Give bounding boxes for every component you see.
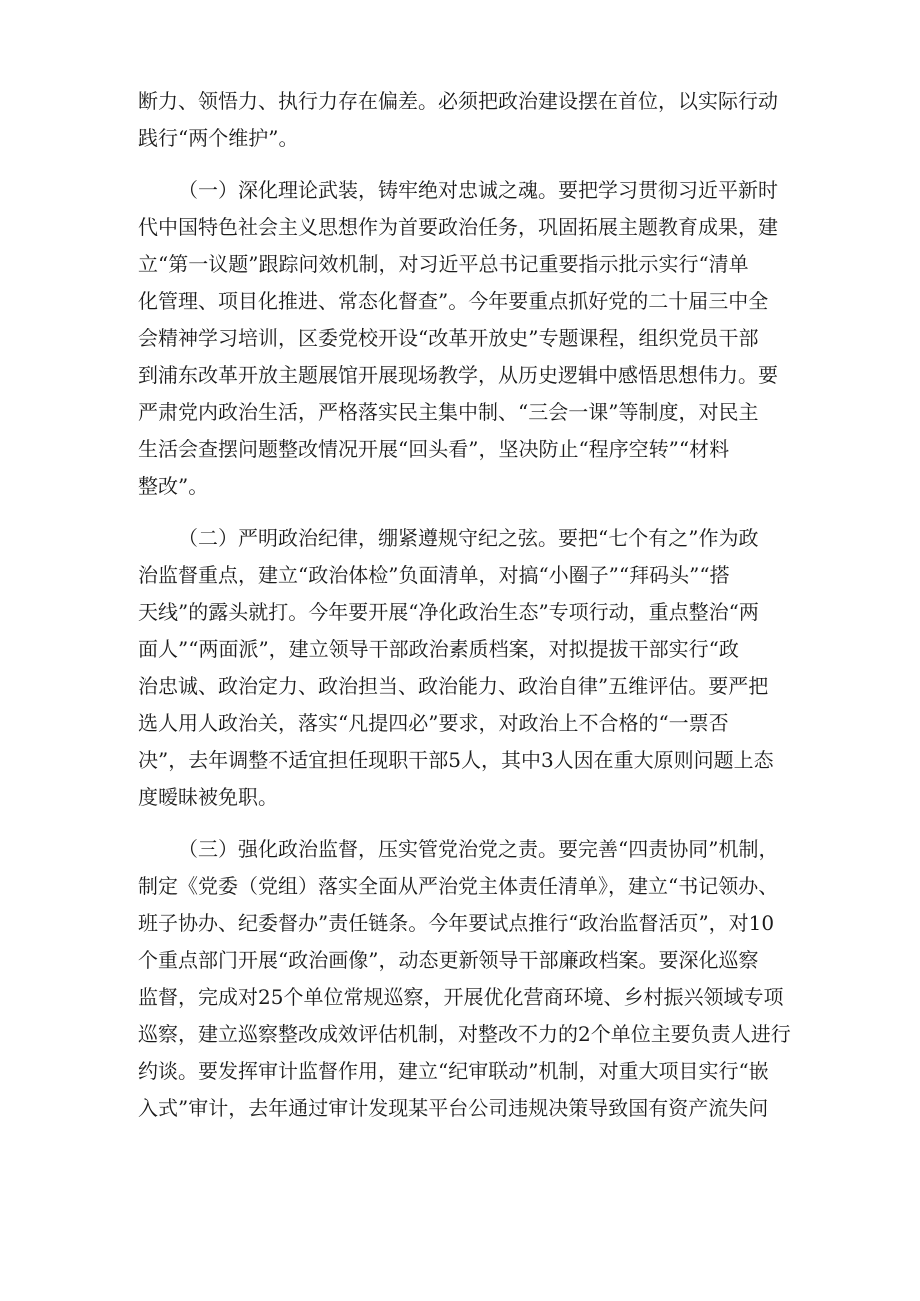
text-line: 约谈。要发挥审计监督作用，建立“纪审联动”机制，对重大项目实行“嵌 <box>138 1059 769 1083</box>
text-line: 制定《党委（党组）落实全面从严治党主体责任清单》，建立“书记领办、 <box>138 874 779 898</box>
text-line: 天线”的露头就打。今年要开展“净化政治生态”专项行动，重点整治“两 <box>138 600 759 624</box>
text-line: 治忠诚、政治定力、政治担当、政治能力、政治自律”五维评估。要严把 <box>138 674 769 698</box>
text-line: 会精神学习培训，区委党校开设“改革开放史”专题课程，组织党员干部 <box>138 326 759 350</box>
text-line: 生活会查摆问题整改情况开展“回头看”，坚决防止“程序空转”“材料 <box>138 437 730 461</box>
text-line: 立“第一议题”跟踪问效机制，对习近平总书记重要指示批示实行“清单 <box>138 252 749 276</box>
text-line: 巡察，建立巡察整改成效评估机制，对整改不力的2个单位主要负责人进行 <box>138 1022 791 1046</box>
paragraph-section-3 <box>138 831 828 1127</box>
text-line: 选人用人政治关，落实“凡提四必”要求，对政治上不合格的“一票否 <box>138 711 729 735</box>
text-line: 严肃党内政治生活，严格落实民主集中制、“三会一课”等制度，对民主 <box>138 400 759 424</box>
paragraph-section-1 <box>138 172 828 505</box>
paragraph-intro-continuation <box>138 83 828 157</box>
text-line: 代中国特色社会主义思想作为首要政治任务，巩固拓展主题教育成果，建 <box>138 215 778 239</box>
text-line: 个重点部门开展“政治画像”，动态更新领导干部廉政档案。要深化巡察 <box>138 948 759 972</box>
text-line: （二）严明政治纪律，绷紧遵规守纪之弦。要把“七个有之”作为政 <box>178 526 759 550</box>
text-line: 整改”。 <box>138 474 209 498</box>
text-line: 化管理、项目化推进、常态化督查”。今年要重点抓好党的二十届三中全 <box>138 289 769 313</box>
text-line: （三）强化政治监督，压实管党治党之责。要完善“四责协同”机制， <box>178 837 779 861</box>
text-line: 度暧昧被免职。 <box>138 785 278 809</box>
text-line: 入式”审计，去年通过审计发现某平台公司违规决策导致国有资产流失问 <box>138 1096 769 1120</box>
text-line: 决”，去年调整不适宜担任现职干部5人，其中3人因在重大原则问题上态 <box>138 748 774 772</box>
text-line: （一）深化理论武装，铸牢绝对忠诚之魂。要把学习贯彻习近平新时 <box>178 178 778 202</box>
text-line: 监督，完成对25个单位常规巡察，开展优化营商环境、乡村振兴领域专项 <box>138 985 784 1009</box>
text-line: 治监督重点，建立“政治体检”负面清单，对搞“小圈子”“拜码头”“搭 <box>138 563 730 587</box>
text-line: 践行“两个维护”。 <box>138 126 299 150</box>
text-line: 面人”“两面派”，建立领导干部政治素质档案，对拟提拔干部实行“政 <box>138 637 739 661</box>
document-body <box>138 83 828 1127</box>
text-line: 断力、领悟力、执行力存在偏差。必须把政治建设摆在首位，以实际行动 <box>138 89 778 113</box>
text-line: 班子协办、纪委督办”责任链条。今年要试点推行“政治监督活页”，对10 <box>138 911 775 935</box>
text-line: 到浦东改革开放主题展馆开展现场教学，从历史逻辑中感悟思想伟力。要 <box>138 363 778 387</box>
paragraph-section-2 <box>138 520 828 816</box>
